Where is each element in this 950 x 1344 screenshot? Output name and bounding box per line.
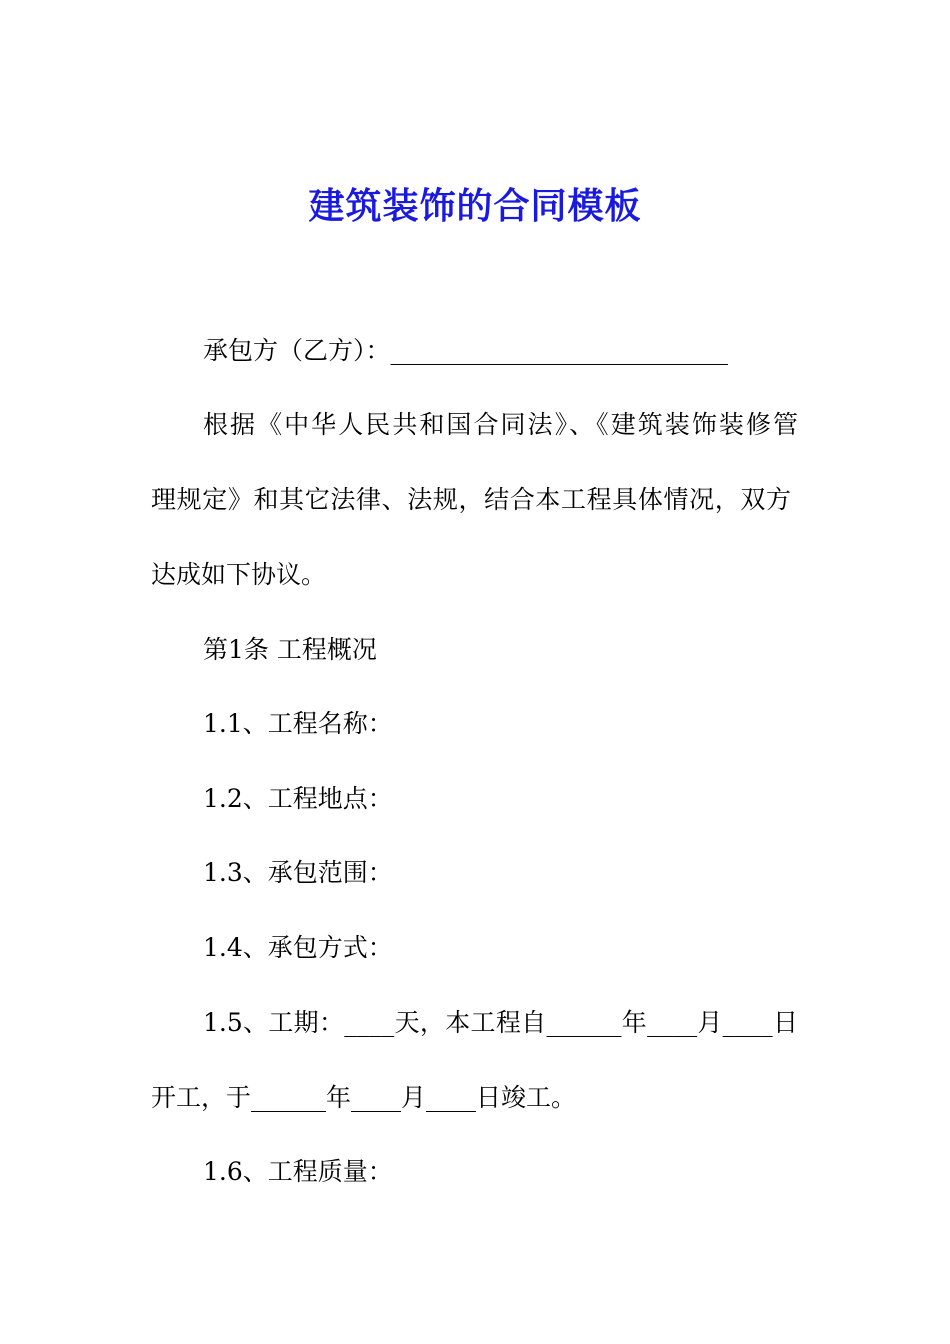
- basis-paragraph-line-1: 根据《中华人民共和国合同法》、《建筑装饰装修管: [203, 410, 798, 439]
- item-1-5-schedule-line-2: 开工，于______年____月____日竣工。: [151, 1083, 577, 1112]
- article-1-heading: 第1条 工程概况: [203, 635, 377, 664]
- contractor-line: 承包方（乙方）：___________________________: [203, 336, 729, 365]
- item-1-5-schedule-line-1: 1.5、工期：____天，本工程自______年____月____日: [203, 1008, 798, 1037]
- item-1-6-project-quality: 1.6、工程质量：: [203, 1157, 393, 1186]
- item-1-3-contract-scope: 1.3、承包范围：: [203, 858, 393, 887]
- basis-paragraph-line-3: 达成如下协议。: [151, 560, 327, 589]
- item-1-2-project-location: 1.2、工程地点：: [203, 784, 393, 813]
- basis-paragraph-line-2: 理规定》和其它法律、法规，结合本工程具体情况，双方: [151, 485, 791, 514]
- document-title: 建筑装饰的合同模板: [308, 185, 642, 227]
- item-1-4-contract-method: 1.4、承包方式：: [203, 933, 393, 962]
- item-1-1-project-name: 1.1、工程名称：: [203, 709, 393, 738]
